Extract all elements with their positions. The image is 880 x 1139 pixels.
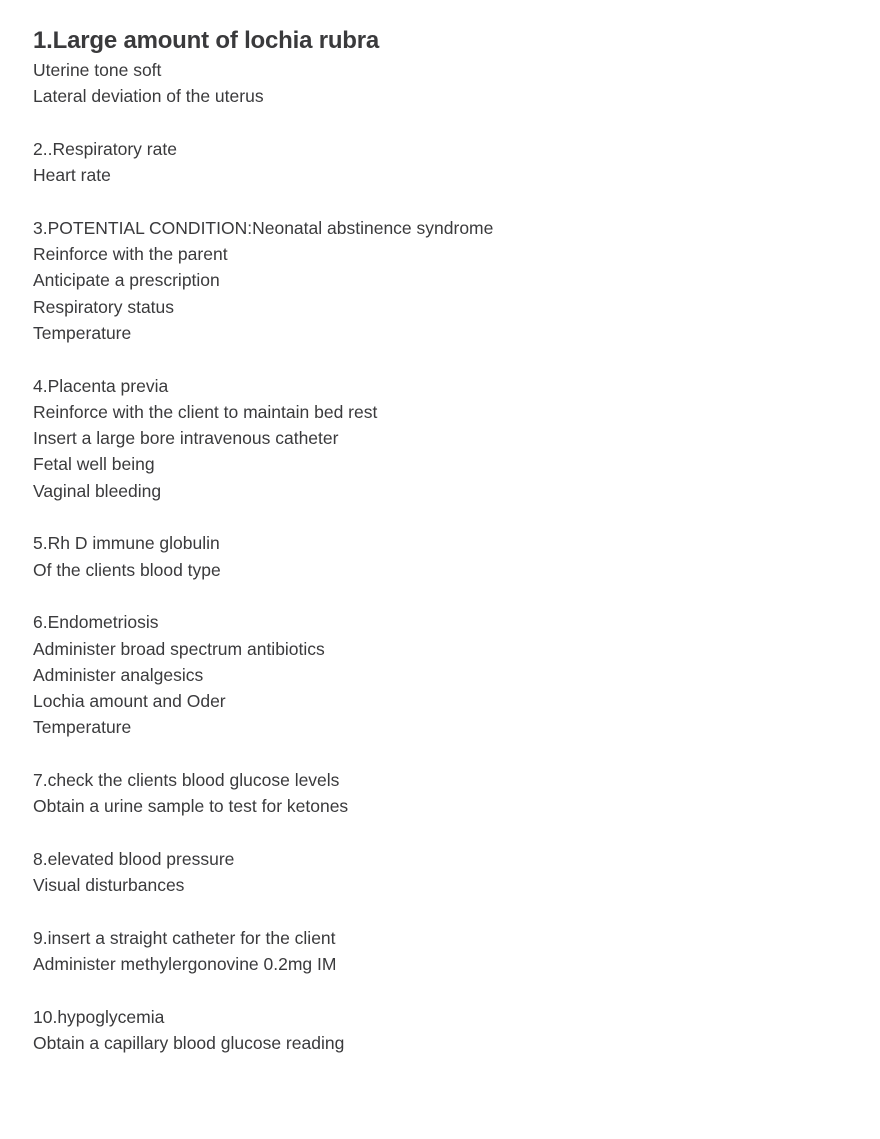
section-heading: 10.hypoglycemia [33,1006,165,1027]
section-4 [33,373,853,504]
note-title: 1.Large amount of lochia rubra [33,27,380,54]
note-line: Visual disturbances [33,875,185,896]
blank-line [33,346,853,372]
section-3 [33,215,853,346]
section-heading: 4.Placenta previa [33,375,169,396]
blank-line [33,899,853,925]
note-line: Respiratory status [33,296,175,317]
note-line: Lochia amount and Oder [33,691,226,712]
note-line: Fetal well being [33,454,155,475]
section-heading: 8.elevated blood pressure [33,848,235,869]
blank-line [33,504,853,530]
note-line: Uterine tone soft [33,60,162,80]
blank-line [33,188,853,214]
section-heading: 5.Rh D immune globulin [33,533,220,554]
blank-line [33,741,853,767]
section-8 [33,846,853,899]
blank-line [33,583,853,609]
note-line: Temperature [33,717,132,738]
note-line: Insert a large bore intravenous catheter [33,428,339,449]
note-line: Anticipate a prescription [33,270,220,291]
note-line: Administer methylergonovine 0.2mg IM [33,954,337,975]
section-9 [33,925,853,978]
note-line: Reinforce with the client to maintain bed rest [33,401,378,422]
section-5 [33,530,853,583]
section-heading: 3.POTENTIAL CONDITION:Neonatal abstinence syndrome [33,217,494,238]
section-6 [33,609,853,740]
section-1 [33,57,853,110]
note-line: Temperature [33,322,132,343]
section-7 [33,767,853,820]
blank-line [33,110,853,136]
section-heading: 7.check the clients blood glucose levels [33,770,340,791]
note-line: Obtain a capillary blood glucose reading [33,1032,345,1053]
note-line: Reinforce with the parent [33,244,228,265]
section-heading: 6.Endometriosis [33,612,159,633]
note-line: Vaginal bleeding [33,480,162,501]
note-line: Administer broad spectrum antibiotics [33,638,325,659]
note-line: Heart rate [33,165,111,186]
note-line: Administer analgesics [33,664,204,685]
note-line: Lateral deviation of the uterus [33,86,264,107]
section-10 [33,1004,853,1057]
section-heading: 2..Respiratory rate [33,138,177,159]
note-line: Obtain a urine sample to test for ketones [33,796,349,817]
note-body [33,25,853,1056]
section-heading: 9.insert a straight catheter for the client [33,927,336,948]
blank-line [33,977,853,1003]
note-line: Of the clients blood type [33,559,221,580]
blank-line [33,820,853,846]
section-2 [33,136,853,189]
